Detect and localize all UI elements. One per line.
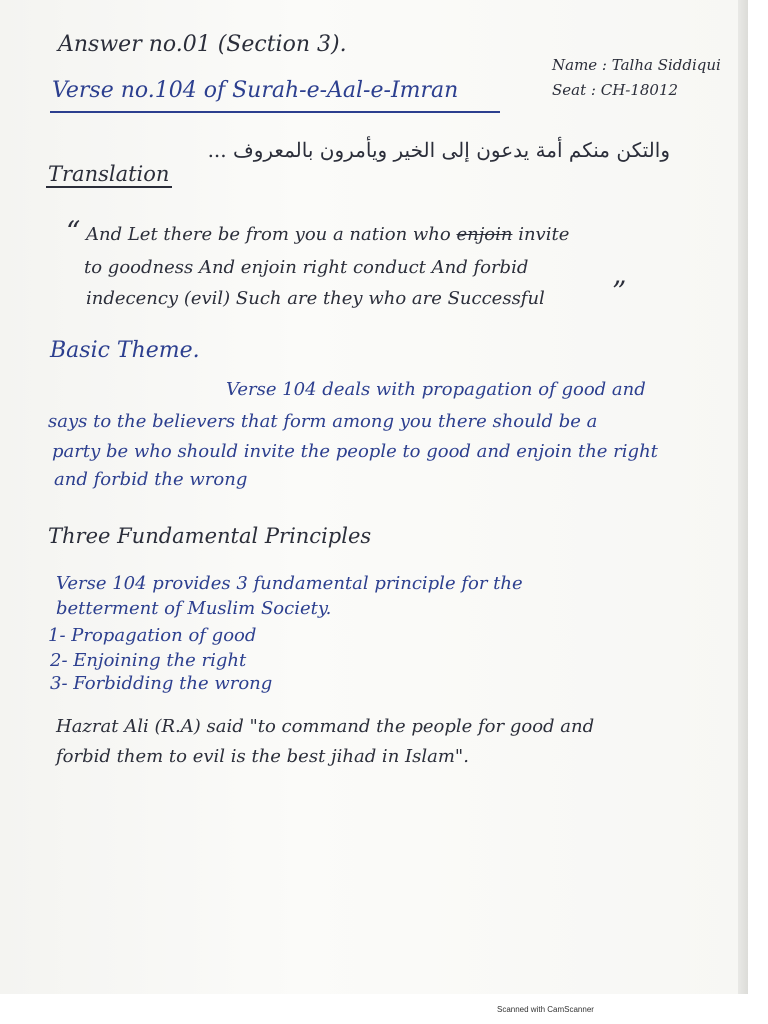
principles-intro-line-2: betterment of Muslim Society. <box>56 598 332 619</box>
translation-line-1 <box>86 226 569 244</box>
principles-intro-line-1: Verse 104 provides 3 fundamental principle for the <box>56 573 523 594</box>
page-edge-shadow <box>738 0 748 994</box>
seat-number: Seat : CH-18012 <box>552 81 679 99</box>
hazrat-ali-quote-line-2: forbid them to evil is the best jihad in Islam". <box>56 746 469 767</box>
open-quote: “ <box>66 215 81 248</box>
basic-theme-line-4: and forbid the wrong <box>54 469 248 490</box>
basic-theme-heading: Basic Theme. <box>50 338 200 363</box>
camscanner-watermark: Scanned with CamScanner <box>497 1005 594 1014</box>
translation-line-2: to goodness And enjoin right conduct And forbid <box>84 257 529 278</box>
verse-title-underline <box>50 111 500 113</box>
translation-heading-underline <box>46 186 172 188</box>
arabic-verse: والتكن منكم أمة يدعون إلى الخير ويأمرون بالمعروف ... <box>207 138 670 162</box>
translation-line-3: indecency (evil) Such are they who are Successful <box>86 288 545 309</box>
answer-heading: Answer no.01 (Section 3). <box>58 32 347 57</box>
principle-item-3: 3- Forbidding the wrong <box>50 673 273 694</box>
close-quote: ” <box>612 275 627 308</box>
translation-line-1-start: And Let there be from you a nation who <box>86 224 457 245</box>
basic-theme-line-2: says to the believers that form among you there should be a <box>48 411 598 432</box>
hazrat-ali-quote-line-1: Hazrat Ali (R.A) said "to command the people for good and <box>56 716 595 737</box>
principle-item-1: 1- Propagation of good <box>48 625 257 646</box>
principles-heading: Three Fundamental Principles <box>48 524 372 548</box>
student-name: Name : Talha Siddiqui <box>552 56 721 74</box>
principle-item-2: 2- Enjoining the right <box>50 650 247 671</box>
struck-word: enjoin <box>456 224 513 245</box>
translation-heading: Translation <box>48 162 170 186</box>
basic-theme-line-3: party be who should invite the people to good and enjoin the right <box>52 441 658 462</box>
verse-title: Verse no.104 of Surah-e-Aal-e-Imran <box>52 78 459 103</box>
translation-line-1-end: invite <box>512 224 570 245</box>
basic-theme-line-1: Verse 104 deals with propagation of good and <box>226 379 646 400</box>
